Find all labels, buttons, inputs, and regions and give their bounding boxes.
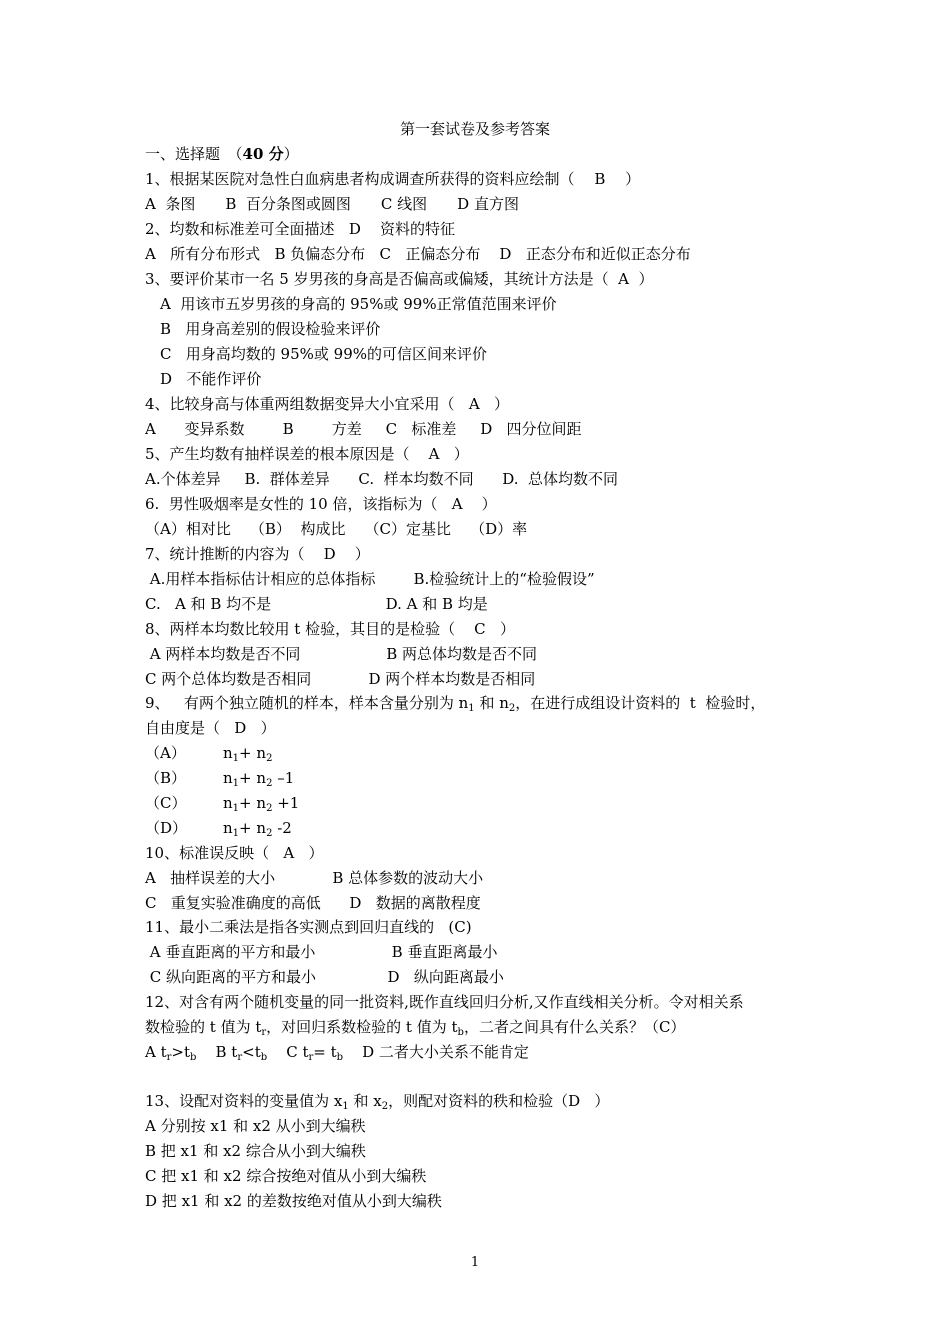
q9-stem: 9、 有两个独立随机的样本，样本含量分别为 $n_1$ 和 $n_2$，在进行成组设计资料的 t 检验时，	[145, 694, 766, 714]
page-number: 1	[470, 1255, 480, 1270]
q2-options: A 所有分布形式 B 负偏态分布 C 正偏态分布 D 正态分布和近似正态分布	[145, 245, 691, 263]
q11-stem: 11、最小二乘法是指各实测点到回归直线的 (C)	[145, 918, 472, 936]
q10-stem: 10、标准误反映（ A ）	[145, 844, 324, 862]
q6-options: （A）相对比 （B） 构成比 （C）定基比 （D）率	[145, 520, 528, 538]
q9-option-d: （D） $n_1+ n_2$ -2	[145, 819, 292, 839]
q3-option-d: D 不能作评价	[160, 370, 262, 388]
q1-options: A 条图 B 百分条图或圆图 C 线图 D 直方图	[145, 195, 519, 213]
q3-option-c: C 用身高均数的 95%或 99%的可信区间来评价	[160, 345, 487, 363]
q3-stem: 3、要评价某市一名 5 岁男孩的身高是否偏高或偏矮，其统计方法是（ A ）	[145, 270, 654, 288]
q3-option-a: A 用该市五岁男孩的身高的 95%或 99%正常值范围来评价	[160, 295, 557, 313]
q5-stem: 5、产生均数有抽样误差的根本原因是（ A ）	[145, 445, 469, 463]
q7-stem: 7、统计推断的内容为（ D ）	[145, 545, 370, 563]
q13-stem: 13、设配对资料的变量值为 $x_1$ 和 $x_2$，则配对资料的秩和检验（D ）	[145, 1092, 610, 1112]
q11-options-line1: A 垂直距离的平方和最小 B 垂直距离最小	[145, 943, 498, 961]
q10-options-line1: A 抽样误差的大小 B 总体参数的波动大小	[145, 869, 484, 887]
section-points: 40 分	[242, 145, 284, 163]
page-title: 第一套试卷及参考答案	[399, 120, 550, 138]
q13-option-a: A 分别按 x1 和 x2 从小到大编秩	[145, 1117, 366, 1135]
q9-stem-line2: 自由度是（ D ）	[145, 719, 276, 737]
q2-stem: 2、均数和标准差可全面描述 D 资料的特征	[145, 220, 455, 238]
q8-options-line2: C 两个总体均数是否相同 D 两个样本均数是否相同	[145, 670, 536, 688]
q10-options-line2: C 重复实验准确度的高低 D 数据的离散程度	[145, 894, 481, 912]
q8-options-line1: A 两样本均数是否不同 B 两总体均数是否不同	[145, 645, 537, 663]
q11-options-line2: C 纵向距离的平方和最小 D 纵向距离最小	[145, 968, 504, 986]
q13-option-c: C 把 x1 和 x2 综合按绝对值从小到大编秩	[145, 1167, 427, 1185]
q12-stem-line1: 12、对含有两个随机变量的同一批资料,既作直线回归分析,又作直线相关分析。令对相关系	[145, 993, 744, 1011]
q7-options-line2: C. A 和 B 均不是 D. A 和 B 均是	[145, 595, 488, 613]
q12-stem-line2: 数检验的 t 值为 $t_r$，对回归系数检验的 t 值为 $t_b$，二者之间具有什么关系？（C）	[145, 1018, 686, 1038]
q9-option-b: （B） $n_1+ n_2$ –1	[145, 769, 295, 789]
q9-option-a: （A） $n_1+ n_2$	[145, 744, 273, 764]
q8-stem: 8、两样本均数比较用 t 检验，其目的是检验（ C ）	[145, 620, 515, 638]
q4-options: A 变异系数 B 方差 C 标准差 D 四分位间距	[145, 420, 582, 438]
q5-options: A.个体差异 B. 群体差异 C. 样本均数不同 D. 总体均数不同	[145, 470, 619, 488]
q6-stem: 6. 男性吸烟率是女性的 10 倍，该指标为（ A ）	[145, 495, 497, 513]
section-heading: 一、选择题 （40 分）	[145, 145, 299, 163]
q1-stem: 1、根据某医院对急性白血病患者构成调查所获得的资料应绘制（ B ）	[145, 170, 641, 188]
q7-options-line1: A.用样本指标估计相应的总体指标 B.检验统计上的“检验假设”	[145, 570, 595, 588]
q13-option-b: B 把 x1 和 x2 综合从小到大编秩	[145, 1142, 366, 1160]
q4-stem: 4、比较身高与体重两组数据变异大小宜采用（ A ）	[145, 395, 509, 413]
q13-option-d: D 把 x1 和 x2 的差数按绝对值从小到大编秩	[145, 1192, 442, 1210]
q9-option-c: （C） $n_1+ n_2 +1$	[145, 794, 300, 814]
q12-options: A $t_r>t_b$ B $t_r<t_b$ C $t_r= t_b$ D 二者大小关系不能肯定	[145, 1043, 529, 1063]
q3-option-b: B 用身高差别的假设检验来评价	[160, 320, 381, 338]
